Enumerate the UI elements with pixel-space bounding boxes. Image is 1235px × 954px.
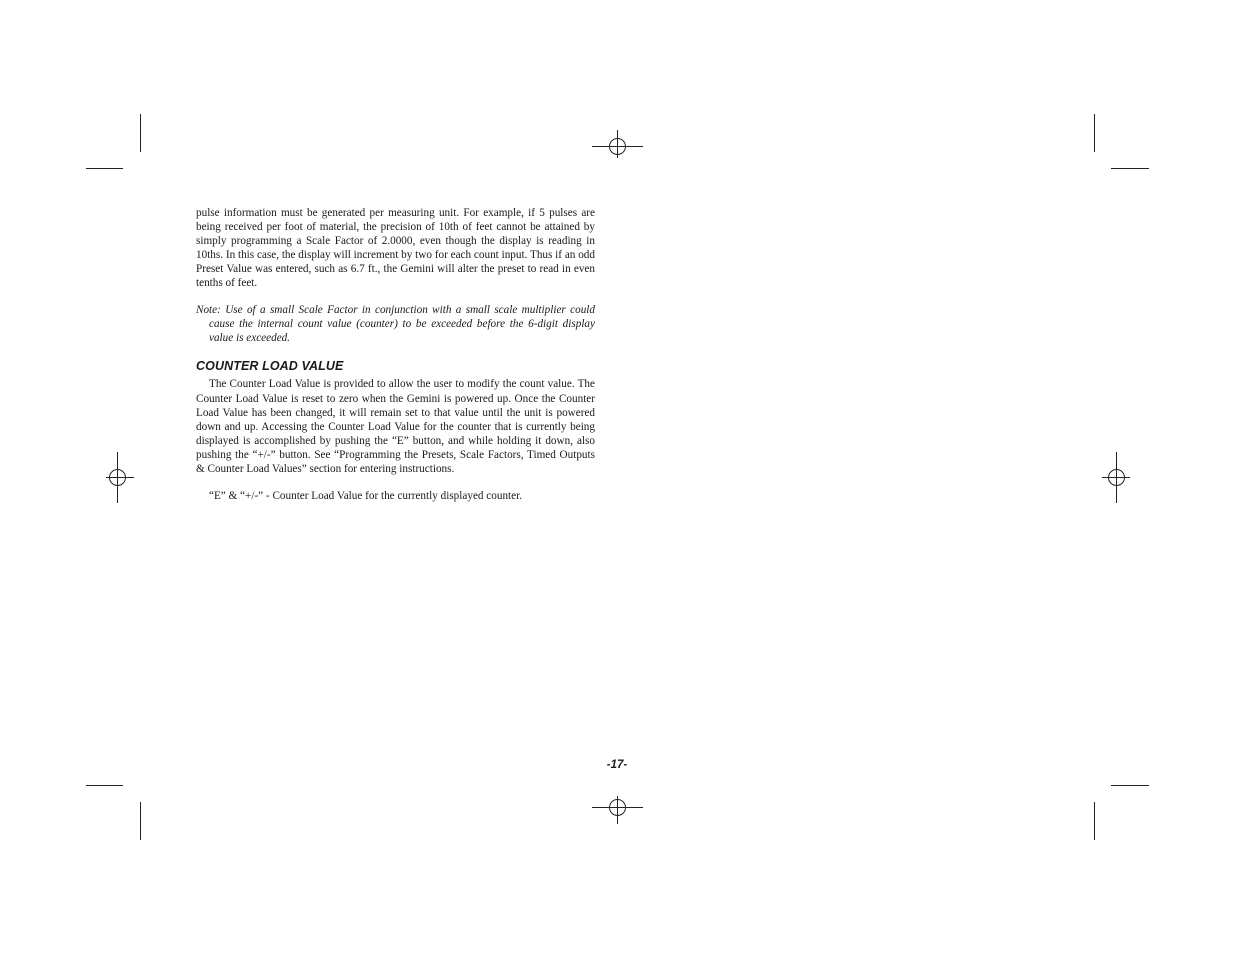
command-line: “E” & “+/-” - Counter Load Value for the currently displayed counter. — [209, 490, 523, 503]
body-paragraph: pulse information must be generated per measuring unit. For example, if 5 pulses are being received per foot of material, the precision of 10th of feet cannot be attained by simply programming a Scale Factor of 2.0000, even though the display is reading in 10ths. In this case, the display will increment by two for each count input. Thus if an odd Preset Value was entered, such as 6.7 ft., the Gemini will alter the preset to read in even tenths of feet. — [196, 207, 595, 290]
registration-mark-right — [1102, 452, 1130, 503]
section-heading: COUNTER LOAD VALUE — [196, 359, 344, 374]
registration-mark-bottom — [592, 796, 643, 824]
page-number: -17- — [606, 759, 628, 771]
note-text: Note: Use of a small Scale Factor in conjunction with a small scale multiplier could cause the internal count value (counter) to be exceeded before the 6-digit display value is exceeded. — [196, 303, 595, 345]
registration-mark-top — [592, 130, 643, 158]
registration-mark-left — [106, 452, 134, 503]
text-column — [196, 206, 595, 503]
section-paragraph: The Counter Load Value is provided to allow the user to modify the count value. The Counter Load Value is reset to zero when the Gemini is powered up. Once the Counter Load Value has been changed, it will remain set to that value until the unit is powered down and up. Accessing the Counter Load Value for the counter that is currently being displayed is accomplished by pushing the “E” button, and while holding it down, also pushing the “+/-” button. See “Programming the Presets, Scale Factors, Timed Outputs & Counter Load Values” section for entering instructions. — [196, 378, 595, 476]
